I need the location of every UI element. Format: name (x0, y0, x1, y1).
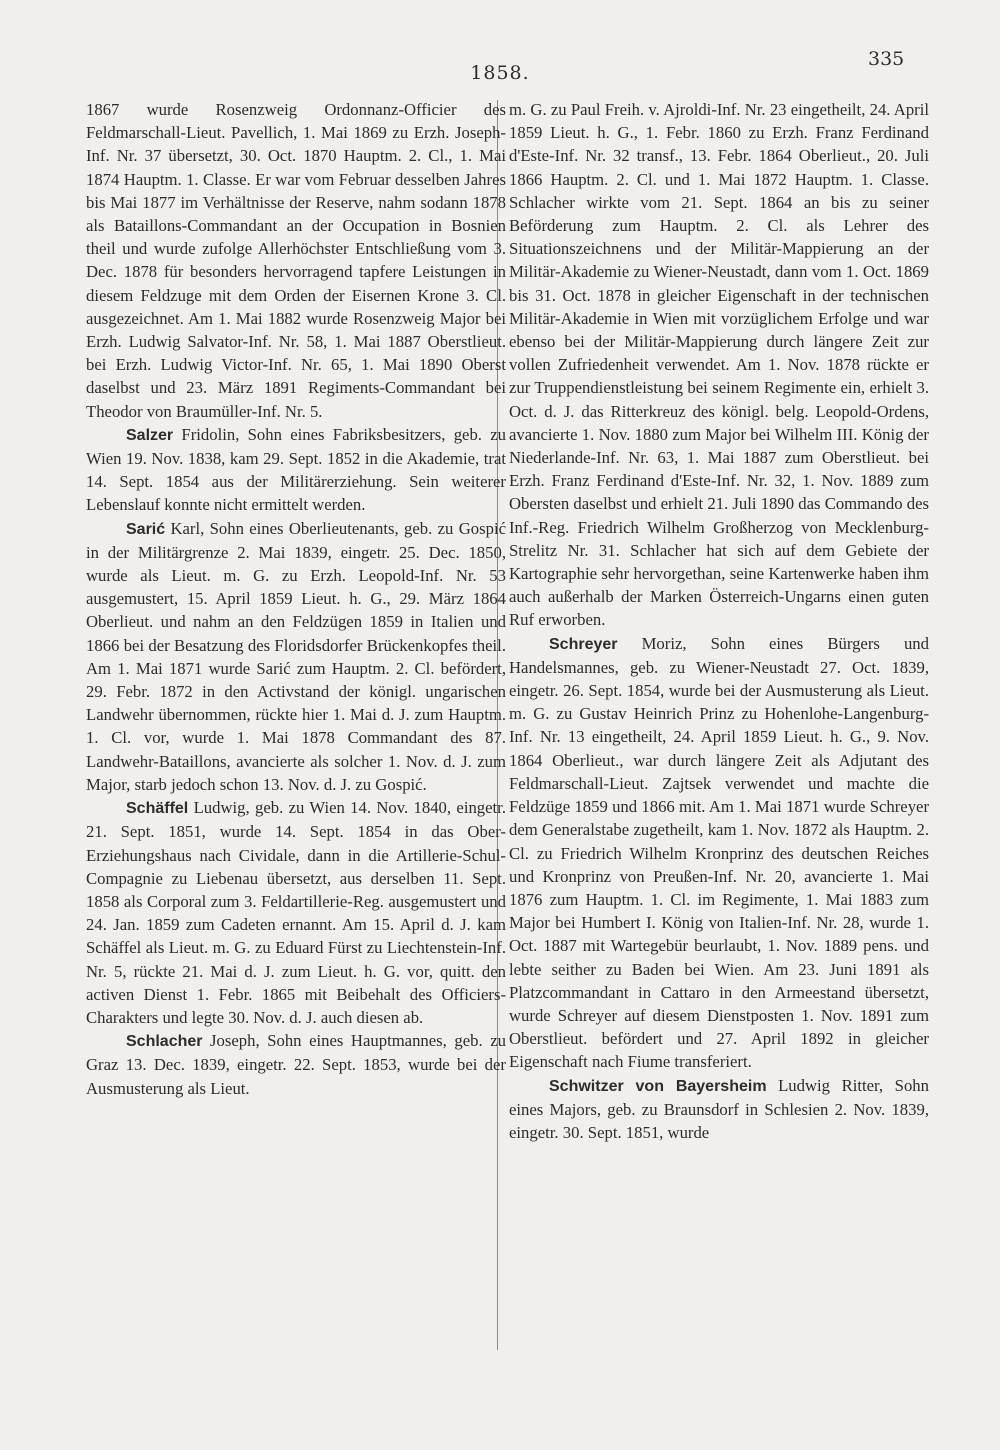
entry-salzer (86, 423, 506, 517)
entry-schwitzer (509, 1074, 929, 1145)
entry-surname: Sarić (126, 520, 166, 538)
entry-text: Moriz, Sohn eines Bürgers und Handelsmannes, geb. zu Wiener-Neustadt 27. Oct. 1839, eingetr. 26. Sept. 1854, wurde bei der Ausmusterung als Lieut. m. G. zu Gustav Heinrich Prinz zu Hohenlohe-Langenburg-Inf. Nr. 13 eingetheilt, 24. April 1859 Lieut. h. G., 9. Nov. 1864 Oberlieut., war durch längere Zeit als Adjutant des Feldmarschall-Lieut. Zajtsek verwendet und machte die Feldzüge 1859 und 1866 mit. Am 1. Mai 1871 wurde Schreyer dem Generalstabe zugetheilt, kam 1. Nov. 1872 als Hauptm. 2. Cl. zu Friedrich Wilhelm Kronprinz des deutschen Reiches und Kronprinz von Preußen-Inf. Nr. 20, avancierte 1. Mai 1876 zum Hauptm. 1. Cl. im Regimente, 1. Mai 1883 zum Major bei Humbert I. König von Italien-Inf. Nr. 28, wurde 1. Oct. 1887 mit Wartegebür beurlaubt, 1. Nov. 1889 pens. und lebte seither zu Baden bei Wien. Am 23. Juni 1891 als Platzcommandant in Cattaro in den Armeestand übersetzt, wurde Schreyer auf diesem Dienstposten 1. Nov. 1891 zum Oberstlieut. befördert und 27. April 1892 in gleicher Eigenschaft nach Fiume transferiert. (509, 633, 929, 1072)
entry-surname: Schäffel (126, 800, 189, 818)
entry-text: Joseph, Sohn eines Hauptmannes, geb. zu Graz 13. Dec. 1839, eingetr. 22. Sept. 1853, wurde bei der Ausmusterung als Lieut. (86, 1031, 506, 1098)
entry-text: Ludwig Ritter, Sohn eines Majors, geb. zu Braunsdorf in Schlesien 2. Nov. 1839, eingetr. 30. Sept. 1851, wurde (509, 1075, 929, 1142)
entry-text: Fridolin, Sohn eines Fabriksbesitzers, geb. zu Wien 19. Nov. 1838, kam 29. Sept. 1852 in die Akademie, trat 14. Sept. 1854 aus der Militärerziehung. Sein weiterer Lebenslauf konnte nicht ermittelt werden. (86, 424, 506, 515)
right-column (509, 98, 929, 1144)
entry-surname: Schwitzer von Bayersheim (549, 1077, 767, 1095)
entry-surname: Salzer (126, 426, 174, 444)
entry-text: Ludwig, geb. zu Wien 14. Nov. 1840, eingetr. 21. Sept. 1851, wurde 14. Sept. 1854 in das Ober-Erziehungshaus nach Cividale, dann in die Artillerie-Schul-Compagnie zu Liebenau übersetzt, aus derselben 11. Sept. 1858 als Corporal zum 3. Feldartillerie-Reg. ausgemustert und 24. Jan. 1859 zum Cadeten ernannt. Am 15. April d. J. kam Schäffel als Lieut. m. G. zu Eduard Fürst zu Liechtenstein-Inf. Nr. 5, rückte 21. Mai d. J. zum Lieut. h. G. vor, quitt. den activen Dienst 1. Febr. 1865 mit Beibehalt des Officiers-Charakters und legte 30. Nov. d. J. auch diesen ab. (86, 798, 506, 1027)
continued-paragraph: m. G. zu Paul Freih. v. Ajroldi-Inf. Nr. 23 eingetheilt, 24. April 1859 Lieut. h. G., 1. Febr. 1860 zu Erzh. Franz Ferdinand d'Este-Inf. Nr. 32 transf., 13. Febr. 1864 Oberlieut., 20. Juli 1866 Hauptm. 2. Cl. und 1. Mai 1872 Hauptm. 1. Classe. Schlacher wirkte vom 21. Sept. 1864 an bis zu seiner Beförderung zum Hauptm. 2. Cl. als Lehrer des Situationszeichnens und der Militär-Mappierung an der Militär-Akademie zu Wiener-Neustadt, dann vom 1. Oct. 1869 bis 31. Oct. 1878 in gleicher Eigenschaft in der technischen Militär-Akademie in Wien mit vorzüglichem Erfolge und war ebenso bei der Militär-Mappierung durch längere Zeit zur vollen Zufriedenheit verwendet. Am 1. Nov. 1878 rückte er zur Truppendienstleistung bei seinem Regimente ein, erhielt 3. Oct. d. J. das Ritterkreuz des königl. belg. Leopold-Ordens, avancierte 1. Nov. 1880 zum Major bei Wilhelm III. König der Niederlande-Inf. Nr. 63, 1. Mai 1887 zum Oberstlieut. bei Erzh. Franz Ferdinand d'Este-Inf. Nr. 32, 1. Nov. 1889 zum Obersten daselbst und erhielt 21. Juli 1890 das Commando des Inf.-Reg. Friedrich Wilhelm Großherzog von Mecklenburg-Strelitz Nr. 31. Schlacher hat sich auf dem Gebiete der Kartographie sehr hervorgethan, seine Kartenwerke haben ihm auch außerhalb der Marken Österreich-Ungarns einen guten Ruf erworben. (509, 100, 929, 630)
entry-surname: Schreyer (549, 635, 618, 653)
page-number: 335 (868, 48, 905, 70)
entry-schreyer (509, 632, 929, 1074)
left-column (86, 98, 506, 1100)
entry-schlacher (86, 1029, 506, 1100)
entry-schaeffel (86, 796, 506, 1029)
entry-surname: Schlacher (126, 1033, 203, 1051)
continued-paragraph: 1867 wurde Rosenzweig Ordonnanz-Officier des Feldmarschall-Lieut. Pavellich, 1. Mai 1869 zu Erzh. Joseph-Inf. Nr. 37 übersetzt, 30. Oct. 1870 Hauptm. 2. Cl., 1. Mai 1874 Hauptm. 1. Classe. Er war vom Februar desselben Jahres bis Mai 1877 im Verhältnisse der Reserve, nahm sodann 1878 als Bataillons-Commandant an der Occupation in Bosnien theil und wurde zufolge Allerhöchster Entschließung vom 3. Dec. 1878 für besonders hervorragend tapfere Leistungen in diesem Feldzuge mit dem Orden der Eisernen Krone 3. Cl. ausgezeichnet. Am 1. Mai 1882 wurde Rosenzweig Major bei Erzh. Ludwig Salvator-Inf. Nr. 58, 1. Mai 1887 Oberstlieut. bei Erzh. Ludwig Victor-Inf. Nr. 65, 1. Mai 1890 Oberst daselbst und 23. März 1891 Regiments-Commandant bei Theodor von Braumüller-Inf. Nr. 5. (86, 100, 506, 421)
running-header-year: 1858. (470, 62, 530, 84)
entry-saric (86, 517, 506, 796)
entry-text: Karl, Sohn eines Oberlieutenants, geb. zu Gospić in der Militärgrenze 2. Mai 1839, eingetr. 25. Dec. 1850, wurde als Lieut. m. G. zu Erzh. Leopold-Inf. Nr. 53 ausgemustert, 15. April 1859 Lieut. h. G., 29. März 1864 Oberlieut. und nahm an den Feldzügen 1859 in Italien und 1866 bei der Besatzung des Floridsdorfer Brückenkopfes theil. Am 1. Mai 1871 wurde Sarić zum Hauptm. 2. Cl. befördert, 29. Febr. 1872 in den Activstand der königl. ungarischen Landwehr übernommen, rückte hier 1. Mai d. J. zum Hauptm. 1. Cl. vor, wurde 1. Mai 1878 Commandant des 87. Landwehr-Bataillons, avancierte als solcher 1. Nov. d. J. zum Major, starb jedoch schon 13. Nov. d. J. zu Gospić. (86, 518, 506, 794)
